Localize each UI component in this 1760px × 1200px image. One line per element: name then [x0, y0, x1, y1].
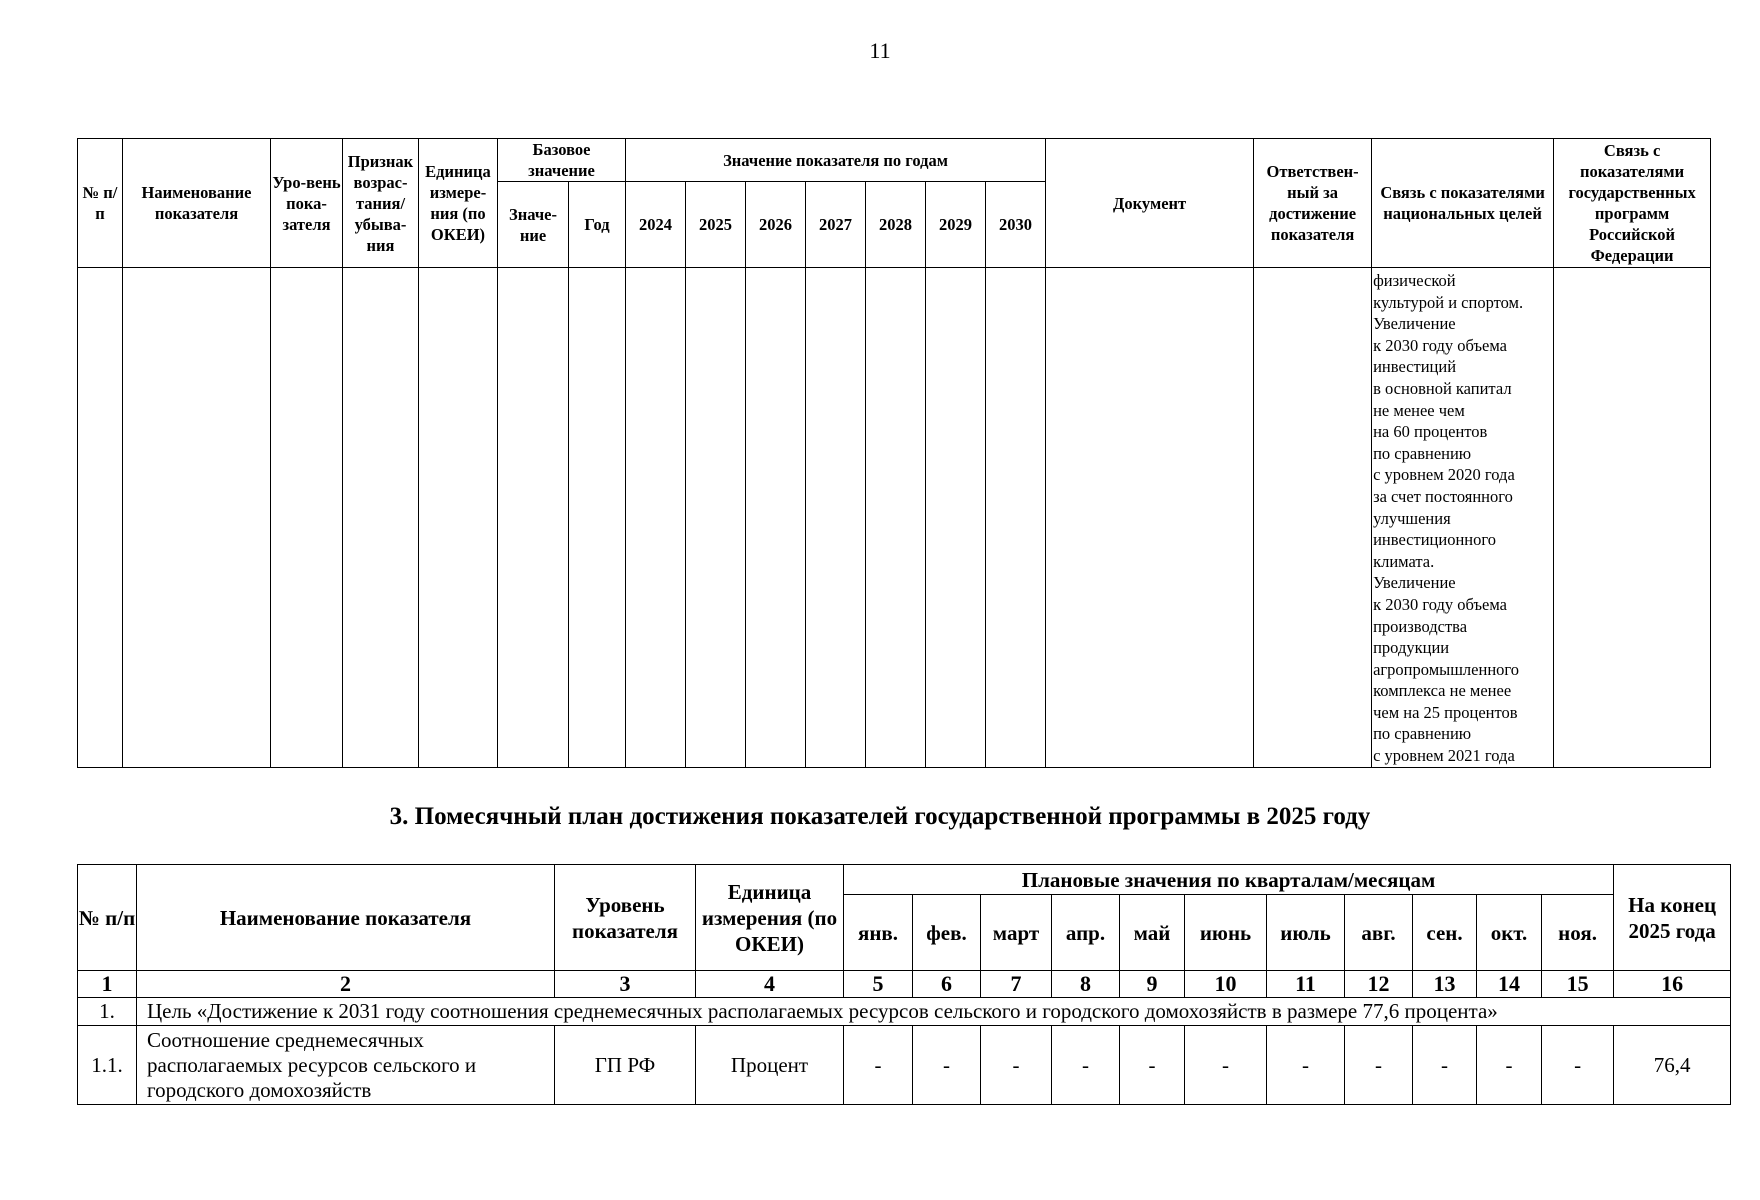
- national-goals-line: не менее чем: [1373, 400, 1465, 420]
- national-goals-cell: [1372, 268, 1554, 768]
- header-responsible: Ответствен-ный за достижение показателя: [1254, 139, 1372, 268]
- goal-text: Цель «Достижение к 2031 году соотношения среднемесячных располагаемых ресурсов сельского и городского домохозяйств в размере 77,6 процента»: [137, 998, 1731, 1026]
- national-goals-line: на 60 процентов: [1373, 422, 1488, 442]
- column-numbers-row: [78, 971, 1731, 998]
- header-month: июль: [1267, 895, 1345, 971]
- header-values-by-year: Значение показателя по годам: [626, 139, 1046, 182]
- national-goals-line: с уровнем 2021 года: [1373, 746, 1515, 766]
- header-month: июнь: [1185, 895, 1267, 971]
- cell: [343, 268, 419, 768]
- column-number: 1: [78, 971, 137, 998]
- header-year: 2027: [806, 182, 866, 268]
- header-month: март: [981, 895, 1052, 971]
- monthly-value: -: [1185, 1026, 1267, 1105]
- cell: [986, 268, 1046, 768]
- header-sign: Признак возрас-тания/ убыва-ния: [343, 139, 419, 268]
- cell: [419, 268, 498, 768]
- header-month: апр.: [1052, 895, 1120, 971]
- header-base-year: Год: [569, 182, 626, 268]
- cell: [626, 268, 686, 768]
- header-month: сен.: [1413, 895, 1477, 971]
- national-goals-line: комплекса не менее: [1373, 681, 1512, 701]
- national-goals-line: чем на 25 процентов: [1373, 702, 1518, 722]
- row-num: 1.1.: [78, 1026, 137, 1105]
- national-goals-line: физической: [1373, 271, 1456, 290]
- header-month: янв.: [844, 895, 913, 971]
- indicators-table: [77, 138, 1711, 768]
- column-number: 6: [913, 971, 981, 998]
- header-base: Базовое значение: [498, 139, 626, 182]
- national-goals-line: агропромышленного: [1373, 659, 1520, 679]
- header-name: Наименование показателя: [123, 139, 271, 268]
- cell: [1046, 268, 1254, 768]
- national-goals-line: производства: [1373, 616, 1468, 636]
- indicator-name: Соотношение среднемесячных располагаемых ресурсов сельского и городского домохозяйств: [137, 1026, 555, 1105]
- header-base-value: Значе-ние: [498, 182, 569, 268]
- national-goals-line: к 2030 году объема: [1373, 335, 1508, 355]
- monthly-value: -: [1267, 1026, 1345, 1105]
- cell: [569, 268, 626, 768]
- cell: [926, 268, 986, 768]
- national-goals-line: с уровнем 2020 года: [1373, 465, 1515, 485]
- header-month: май: [1120, 895, 1185, 971]
- header-year: 2029: [926, 182, 986, 268]
- national-goals-line: климата.: [1373, 551, 1435, 571]
- monthly-value: -: [913, 1026, 981, 1105]
- column-number: 4: [696, 971, 844, 998]
- header-name: Наименование показателя: [137, 865, 555, 971]
- header-month: ноя.: [1542, 895, 1614, 971]
- indicator-unit: Процент: [696, 1026, 844, 1105]
- national-goals-line: продукции: [1373, 638, 1450, 658]
- column-number: 12: [1345, 971, 1413, 998]
- national-goals-line: по сравнению: [1373, 443, 1472, 463]
- column-number: 2: [137, 971, 555, 998]
- cell: [1254, 268, 1372, 768]
- header-month: фев.: [913, 895, 981, 971]
- monthly-value: -: [1477, 1026, 1542, 1105]
- header-level: Уро-вень пока-зателя: [271, 139, 343, 268]
- header-level: Уровень показателя: [555, 865, 696, 971]
- cell: [806, 268, 866, 768]
- header-plan: Плановые значения по кварталам/месяцам: [844, 865, 1614, 895]
- header-month: авг.: [1345, 895, 1413, 971]
- cell: [866, 268, 926, 768]
- monthly-value: -: [1052, 1026, 1120, 1105]
- column-number: 3: [555, 971, 696, 998]
- column-number: 5: [844, 971, 913, 998]
- column-number: 9: [1120, 971, 1185, 998]
- indicator-level: ГП РФ: [555, 1026, 696, 1105]
- header-month: окт.: [1477, 895, 1542, 971]
- national-goals-line: в основной капитал: [1373, 378, 1512, 398]
- header-unit: Единица измере-ния (по ОКЕИ): [419, 139, 498, 268]
- column-number: 15: [1542, 971, 1614, 998]
- cell: [746, 268, 806, 768]
- cell: [686, 268, 746, 768]
- header-end: На конец 2025 года: [1614, 865, 1731, 971]
- section-title: 3. Помесячный план достижения показателей государственной программы в 2025 году: [389, 803, 1371, 830]
- cell: [78, 268, 123, 768]
- header-document: Документ: [1046, 139, 1254, 268]
- monthly-value: -: [1413, 1026, 1477, 1105]
- cell: [123, 268, 271, 768]
- end-of-year-value: 76,4: [1614, 1026, 1731, 1105]
- cell: [498, 268, 569, 768]
- header-year: 2024: [626, 182, 686, 268]
- header-year: 2030: [986, 182, 1046, 268]
- header-national-goals: Связь с показателями национальных целей: [1372, 139, 1554, 268]
- monthly-value: -: [981, 1026, 1052, 1105]
- column-number: 8: [1052, 971, 1120, 998]
- header-year: 2025: [686, 182, 746, 268]
- page-number: 11: [869, 38, 891, 63]
- column-number: 10: [1185, 971, 1267, 998]
- goal-row: [78, 998, 1731, 1026]
- header-year: 2026: [746, 182, 806, 268]
- column-number: 13: [1413, 971, 1477, 998]
- national-goals-line: инвестиционного: [1373, 530, 1496, 550]
- monthly-plan-table: [77, 864, 1731, 1105]
- column-number: 16: [1614, 971, 1731, 998]
- header-year: 2028: [866, 182, 926, 268]
- national-goals-line: улучшения: [1373, 508, 1451, 528]
- national-goals-line: Увеличение: [1373, 314, 1456, 334]
- national-goals-line: Увеличение: [1373, 573, 1456, 593]
- monthly-value: -: [1345, 1026, 1413, 1105]
- national-goals-line: за счет постоянного: [1373, 486, 1513, 506]
- monthly-value: -: [844, 1026, 913, 1105]
- table-row: [78, 268, 1711, 768]
- national-goals-line: культурой и спортом.: [1373, 292, 1524, 312]
- header-num: № п/п: [78, 865, 137, 971]
- goal-num: 1.: [78, 998, 137, 1026]
- cell: [1554, 268, 1711, 768]
- table-row: [78, 1026, 1731, 1105]
- monthly-value: -: [1120, 1026, 1185, 1105]
- header-unit: Единица измерения (по ОКЕИ): [696, 865, 844, 971]
- header-state-programs: Связь с показателями государственных программ Российской Федерации: [1554, 139, 1711, 268]
- header-num: № п/п: [78, 139, 123, 268]
- national-goals-line: инвестиций: [1373, 357, 1457, 377]
- column-number: 11: [1267, 971, 1345, 998]
- national-goals-line: по сравнению: [1373, 724, 1472, 744]
- national-goals-line: к 2030 году объема: [1373, 594, 1508, 614]
- column-number: 14: [1477, 971, 1542, 998]
- monthly-value: -: [1542, 1026, 1614, 1105]
- cell: [271, 268, 343, 768]
- column-number: 7: [981, 971, 1052, 998]
